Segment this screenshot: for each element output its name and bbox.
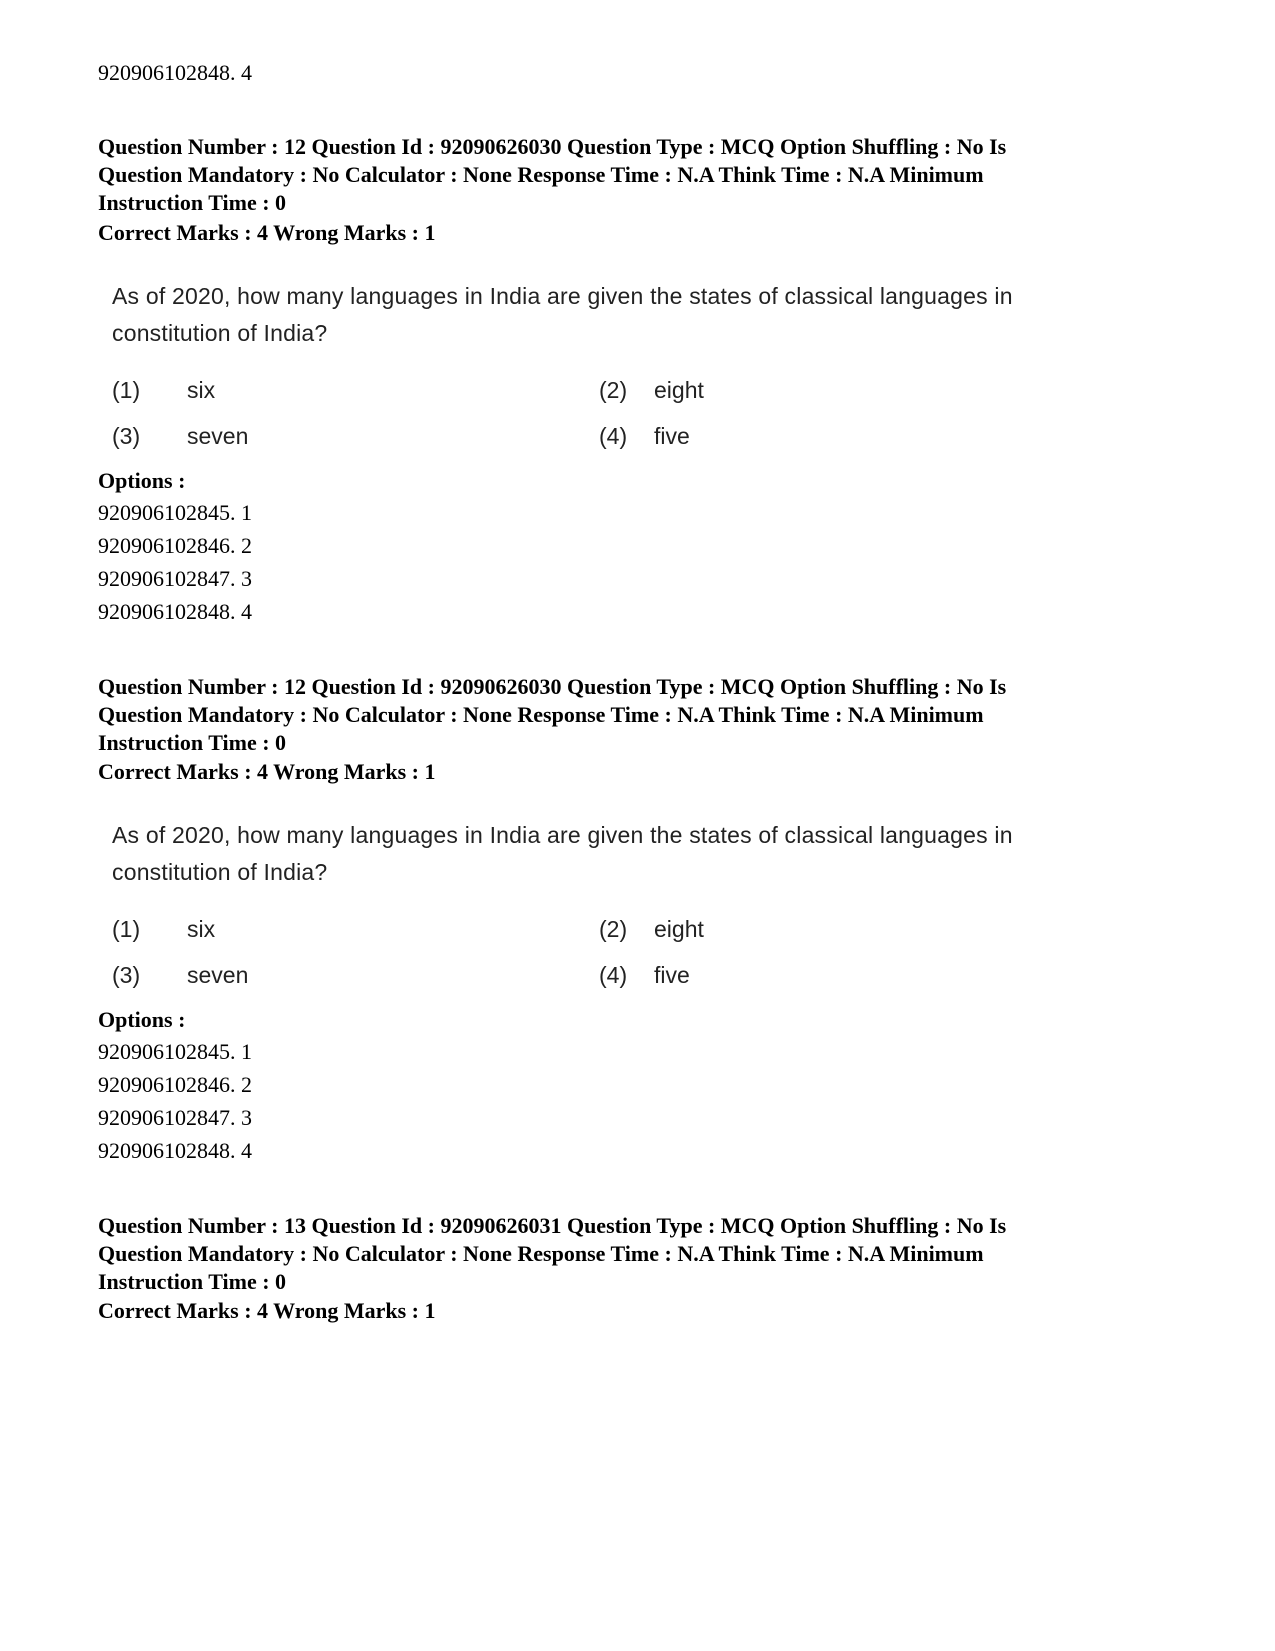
choice-number: (2) xyxy=(599,377,628,403)
question-text-line: constitution of India? xyxy=(112,320,328,346)
marks-line: Correct Marks : 4 Wrong Marks : 1 xyxy=(98,220,436,245)
header-line: Instruction Time : 0 xyxy=(98,730,287,755)
question-text-line: As of 2020, how many languages in India are given the states of classical languages in xyxy=(112,822,1013,848)
marks-line: Correct Marks : 4 Wrong Marks : 1 xyxy=(98,759,436,784)
choice-text: five xyxy=(654,423,690,449)
option-line: 920906102848. 4 xyxy=(98,599,252,624)
question-header xyxy=(98,133,1188,217)
choice-number: (2) xyxy=(599,916,628,942)
question-header xyxy=(98,673,1188,757)
option-line: 920906102847. 3 xyxy=(98,1105,252,1130)
choice-row xyxy=(112,916,1112,946)
question-text xyxy=(112,817,1112,891)
question-body xyxy=(112,278,1112,449)
question-text-line: As of 2020, how many languages in India are given the states of classical languages in xyxy=(112,283,1013,309)
option-line: 920906102847. 3 xyxy=(98,566,252,591)
option-line: 920906102845. 1 xyxy=(98,1039,252,1064)
question-body xyxy=(112,817,1112,988)
choice-row xyxy=(112,377,1112,407)
header-line: Question Number : 13 Question Id : 92090626031 Question Type : MCQ Option Shuffling : No Is xyxy=(98,1213,1007,1238)
header-line: Question Mandatory : No Calculator : None Response Time : N.A Think Time : N.A Minimum xyxy=(98,162,984,187)
choice-text: six xyxy=(187,377,216,403)
question-text-line: constitution of India? xyxy=(112,859,328,885)
choice-number: (1) xyxy=(112,377,141,403)
header-line: Question Number : 12 Question Id : 92090626030 Question Type : MCQ Option Shuffling : No Is xyxy=(98,134,1007,159)
choice-number: (1) xyxy=(112,916,141,942)
choice-text: seven xyxy=(187,962,249,988)
header-line: Question Mandatory : No Calculator : None Response Time : N.A Think Time : N.A Minimum xyxy=(98,702,984,727)
choice-text: five xyxy=(654,962,690,988)
question-header xyxy=(98,1212,1188,1296)
choice-row xyxy=(112,962,1112,992)
option-line: 920906102845. 1 xyxy=(98,500,252,525)
question-text xyxy=(112,278,1112,352)
options-label: Options : xyxy=(98,468,186,493)
choice-number: (4) xyxy=(599,423,628,449)
header-line: Instruction Time : 0 xyxy=(98,1269,287,1294)
choice-text: six xyxy=(187,916,216,942)
choice-text: eight xyxy=(654,377,704,403)
option-line: 920906102848. 4 xyxy=(98,1138,252,1163)
choice-row xyxy=(112,423,1112,453)
options-label: Options : xyxy=(98,1007,186,1032)
choice-number: (3) xyxy=(112,423,141,449)
option-line: 920906102848. 4 xyxy=(98,60,252,85)
option-line: 920906102846. 2 xyxy=(98,533,252,558)
header-line: Instruction Time : 0 xyxy=(98,190,287,215)
option-line: 920906102846. 2 xyxy=(98,1072,252,1097)
choice-text: eight xyxy=(654,916,704,942)
marks-line: Correct Marks : 4 Wrong Marks : 1 xyxy=(98,1298,436,1323)
choice-number: (4) xyxy=(599,962,628,988)
choice-text: seven xyxy=(187,423,249,449)
header-line: Question Number : 12 Question Id : 92090626030 Question Type : MCQ Option Shuffling : No Is xyxy=(98,674,1007,699)
choice-number: (3) xyxy=(112,962,141,988)
header-line: Question Mandatory : No Calculator : None Response Time : N.A Think Time : N.A Minimum xyxy=(98,1241,984,1266)
